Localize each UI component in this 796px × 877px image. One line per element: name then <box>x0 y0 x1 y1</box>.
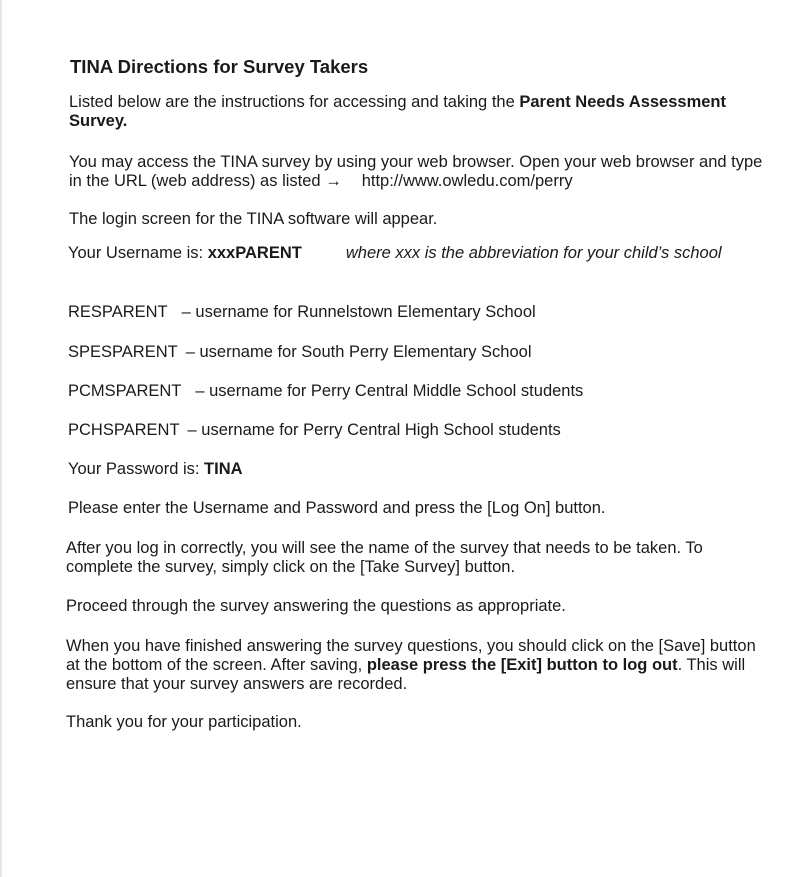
username-description: – username for Perry Central Middle School students <box>195 382 584 400</box>
password-paragraph <box>68 460 243 479</box>
enter-credentials-paragraph: Please enter the Username and Password and press the [Log On] button. <box>68 499 606 517</box>
exit-instruction: please press the [Exit] button to log out <box>366 656 678 674</box>
username-description: – username for Perry Central High School students <box>187 421 561 439</box>
password-label: Your Password is: <box>68 460 205 478</box>
username-code: PCMSPARENT <box>68 382 182 400</box>
survey-name: Parent Needs Assessment Survey. <box>69 93 726 130</box>
username-code: PCHSPARENT <box>68 421 180 439</box>
finish-text: When you have finished answering the survey questions, you should click on the [Save] button at the bottom of the screen. After saving, <box>66 637 756 674</box>
username-description: – username for Runnelstown Elementary School <box>181 303 536 321</box>
proceed-paragraph: Proceed through the survey answering the questions as appropriate. <box>66 597 566 615</box>
arrow-icon: → <box>325 172 342 190</box>
username-row-pcms <box>68 382 583 401</box>
username-row-res <box>68 303 536 322</box>
username-paragraph <box>68 244 768 263</box>
survey-url: http://www.owledu.com/perry <box>361 172 573 190</box>
username-description: – username for South Perry Elementary School <box>185 343 532 361</box>
scan-edge <box>0 0 2 877</box>
username-row-spes <box>68 343 532 362</box>
thanks-paragraph: Thank you for your participation. <box>66 713 302 731</box>
username-row-pchs <box>68 421 561 440</box>
access-text: You may access the TINA survey by using your web browser. Open your web browser and type in the URL (web address) as listed <box>69 153 763 190</box>
finish-paragraph <box>66 637 766 694</box>
password-value: TINA <box>204 460 243 478</box>
username-code: SPESPARENT <box>68 343 178 361</box>
login-screen-paragraph: The login screen for the TINA software will appear. <box>69 210 438 228</box>
intro-paragraph <box>69 93 759 131</box>
finish-tail: . This will ensure that your survey answers are recorded. <box>66 656 746 693</box>
username-code: RESPARENT <box>68 303 168 321</box>
username-label: Your Username is: <box>68 244 208 262</box>
username-note: where xxx is the abbreviation for your child’s school <box>345 244 722 262</box>
document-title: TINA Directions for Survey Takers <box>70 56 369 77</box>
access-paragraph <box>69 153 769 191</box>
username-value: xxxPARENT <box>207 244 302 262</box>
intro-text: Listed below are the instructions for accessing and taking the <box>69 93 520 111</box>
after-login-paragraph: After you log in correctly, you will see the name of the survey that needs to be taken. To complete the survey, simply click on the [Take Survey] button. <box>66 539 703 576</box>
